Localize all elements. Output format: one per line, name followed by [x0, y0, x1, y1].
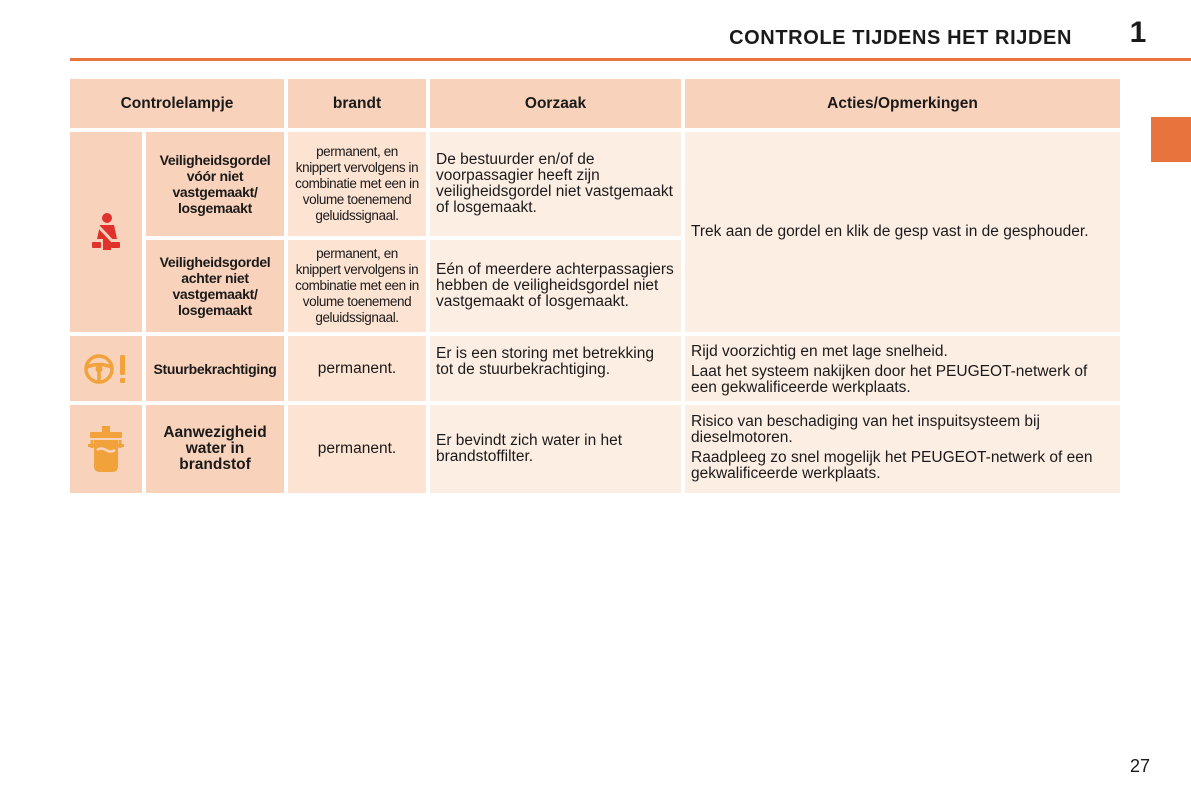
steering-action-cell — [685, 336, 1120, 401]
water-in-fuel-icon — [86, 424, 126, 474]
column-header-acties: Acties/Opmerkingen — [685, 79, 1120, 128]
water-action-1: Risico van beschadiging van het inspuitsysteem bij dieselmotoren. — [691, 413, 1040, 446]
column-header-oorzaak: Oorzaak — [430, 79, 681, 128]
seatbelt-action-cell — [685, 132, 1120, 332]
seatbelt-front-oorzaak — [430, 132, 681, 236]
water-oorzaak — [430, 405, 681, 493]
seatbelt-rear-name: Veiligheidsgordel achter niet vastgemaakt/ losgemaakt — [146, 240, 284, 332]
steering-action-2: Laat het systeem nakijken door het PEUGEOT-netwerk of een gekwalificeerde werkplaats. — [691, 363, 1088, 396]
water-oorzaak-text: Er bevindt zich water in het brandstoffilter. — [436, 432, 623, 465]
steering-oorzaak-text: Er is een storing met betrekking tot de stuurbekrachtiging. — [436, 345, 654, 378]
header-rule — [70, 58, 1191, 61]
column-header-brandt: brandt — [288, 79, 426, 128]
chapter-tab — [1151, 117, 1191, 162]
steering-action-1: Rijd voorzichtig en met lage snelheid. — [691, 343, 948, 360]
power-steering-warning-icon — [83, 352, 129, 386]
steering-icon-cell — [70, 336, 142, 401]
seatbelt-warning-icon — [88, 212, 124, 252]
page-title: CONTROLE TIJDENS HET RIJDEN — [729, 27, 1072, 49]
steering-name: Stuurbekrachtiging — [146, 336, 284, 401]
seatbelt-front-brandt: permanent, en knippert vervolgens in combinatie met een in volume toenemend geluidssignaal. — [288, 132, 426, 236]
seatbelt-rear-brandt: permanent, en knippert vervolgens in combinatie met een in volume toenemend geluidssignaal. — [288, 240, 426, 332]
seatbelt-rear-oorzaak — [430, 240, 681, 332]
seatbelt-icon-cell — [70, 132, 142, 332]
column-header-controlelampje: Controlelampje — [70, 79, 284, 128]
steering-brandt: permanent. — [288, 336, 426, 401]
water-name: Aanwezigheid water in brandstof — [146, 405, 284, 493]
steering-oorzaak — [430, 336, 681, 401]
page-number: 27 — [1129, 756, 1150, 776]
water-action-cell — [685, 405, 1120, 493]
seatbelt-action-text: Trek aan de gordel en klik de gesp vast in de gesphouder. — [691, 223, 1089, 240]
seatbelt-rear-oorzaak-text: Eén of meerdere achterpassagiers hebben de veiligheidsgordel niet vastgemaakt of losgemaakt. — [436, 261, 674, 310]
water-action-2: Raadpleeg zo snel mogelijk het PEUGEOT-netwerk of een gekwalificeerde werkplaats. — [691, 449, 1093, 482]
water-brandt: permanent. — [288, 405, 426, 493]
chapter-number: 1 — [1129, 16, 1147, 49]
seatbelt-front-name: Veiligheidsgordel vóór niet vastgemaakt/ losgemaakt — [146, 132, 284, 236]
water-icon-cell — [70, 405, 142, 493]
seatbelt-front-oorzaak-text: De bestuurder en/of de voorpassagier heeft zijn veiligheidsgordel niet vastgemaakt of losgemaakt. — [436, 151, 673, 216]
